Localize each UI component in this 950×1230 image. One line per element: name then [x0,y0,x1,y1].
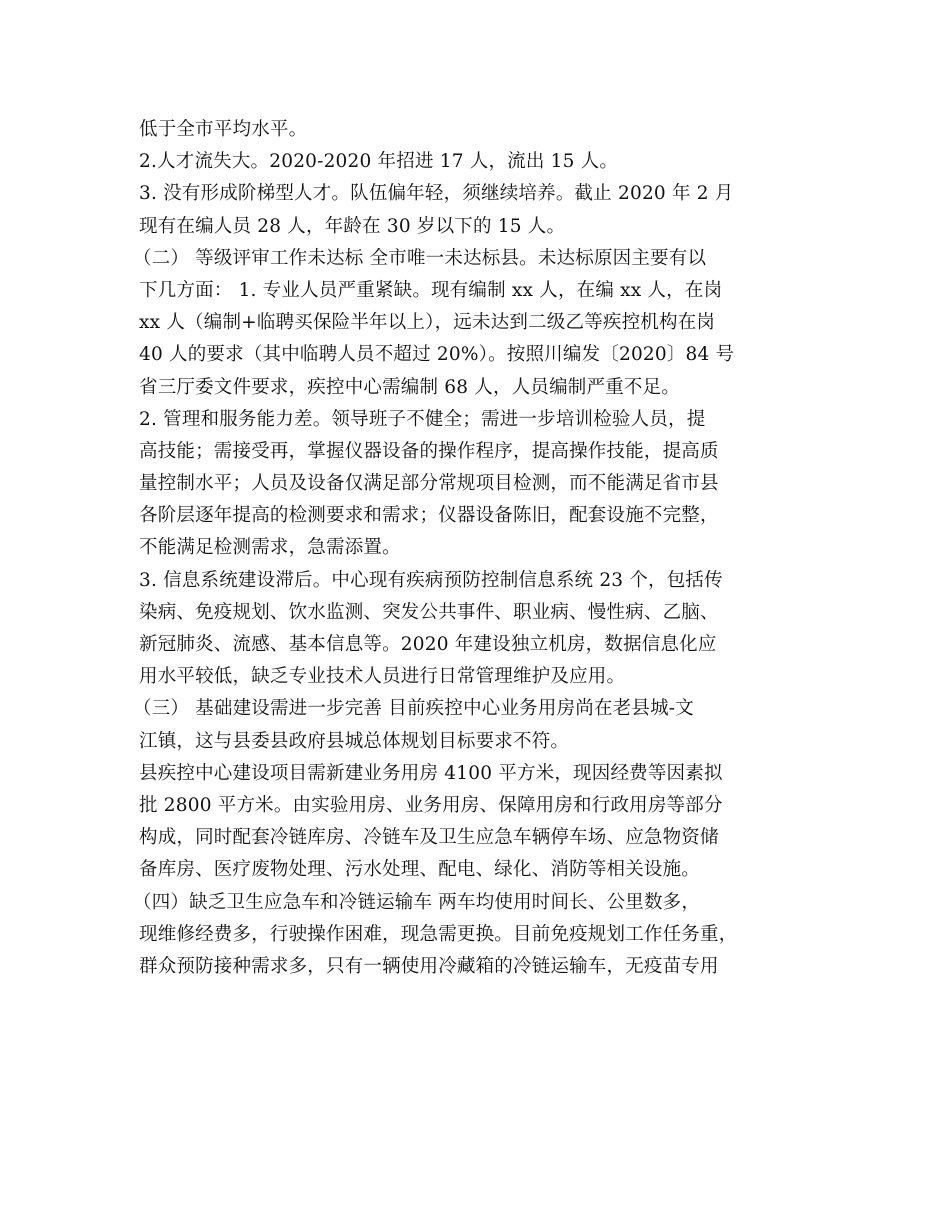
text-line-3: 3. 没有形成阶梯型人才。队伍偏年轻，须继续培养。截止 2020 年 2 月 [139,183,734,205]
text-line-13: 各阶层逐年提高的检测要求和需求；仪器设备陈旧，配套设施不完整， [139,505,719,527]
text-line-21: 县疾控中心建设项目需新建业务用房 4100 平方米，现因经费等因素拟 [139,762,723,784]
text-line-26: 现维修经费多，行驶操作困难，现急需更换。目前免疫规划工作任务重， [139,923,738,945]
text-line-16: 染病、免疫规划、饮水监测、突发公共事件、职业病、慢性病、乙脑、 [139,601,719,623]
text-line-4: 现有在编人员 28 人，年龄在 30 岁以下的 15 人。 [139,215,566,237]
text-line-10: 2. 管理和服务能力差。领导班子不健全；需进一步培训检验人员，提 [139,408,706,430]
document-page [133,114,839,983]
section-heading-4: （四）缺乏卫生应急车和冷链运输车 两车均使用时间长、公里数多， [133,891,701,913]
text-line-17: 新冠肺炎、流感、基本信息等。2020 年建设独立机房，数据信息化应 [139,634,717,655]
text-line-12: 量控制水平；人员及设备仅满足部分常规项目检测，而不能满足省市县 [139,473,719,495]
section-heading-3: （三） 基础建设需进一步完善 目前疾控中心业务用房尚在老县城-文 [133,698,694,720]
text-line-8: 40 人的要求（其中临聘人员不超过 20%）。按照川编发〔2020〕84 号 [139,344,735,366]
text-line-11: 高技能；需接受再，掌握仪器设备的操作程序，提高操作技能，提高质 [139,440,719,462]
text-line-22: 批 2800 平方米。由实验用房、业务用房、保障用房和行政用房等部分 [139,794,723,816]
text-line-18: 用水平较低，缺乏专业技术人员进行日常管理维护及应用。 [139,666,626,688]
text-line-6: 下几方面： 1. 专业人员严重紧缺。现有编制 xx 人，在编 xx 人，在岗 [139,279,723,301]
text-line-9: 省三厅委文件要求，疾控中心需编制 68 人，人员编制严重不足。 [139,376,681,398]
section-heading-2: （二） 等级评审工作未达标 全市唯一未达标县。未达标原因主要有以 [133,247,707,269]
text-line-1: 低于全市平均水平。 [139,119,308,140]
text-line-15: 3. 信息系统建设滞后。中心现有疾病预防控制信息系统 23 个，包括传 [139,569,723,591]
text-line-27: 群众预防接种需求多，只有一辆使用冷藏箱的冷链运输车，无疫苗专用 [139,955,719,977]
text-line-20: 江镇，这与县委县政府县城总体规划目标要求不符。 [139,730,570,752]
text-line-14: 不能满足检测需求，急需添置。 [139,537,401,559]
text-line-7: xx 人（编制+临聘买保险半年以上），远未达到二级乙等疾控机构在岗 [139,312,716,334]
text-line-24: 备库房、医疗废物处理、污水处理、配电、绿化、消防等相关设施。 [139,859,701,881]
text-line-2: 2.人才流失大。2020-2020 年招进 17 人，流出 15 人。 [139,151,619,173]
text-line-23: 构成，同时配套冷链库房、冷链车及卫生应急车辆停车场、应急物资储 [139,827,719,849]
